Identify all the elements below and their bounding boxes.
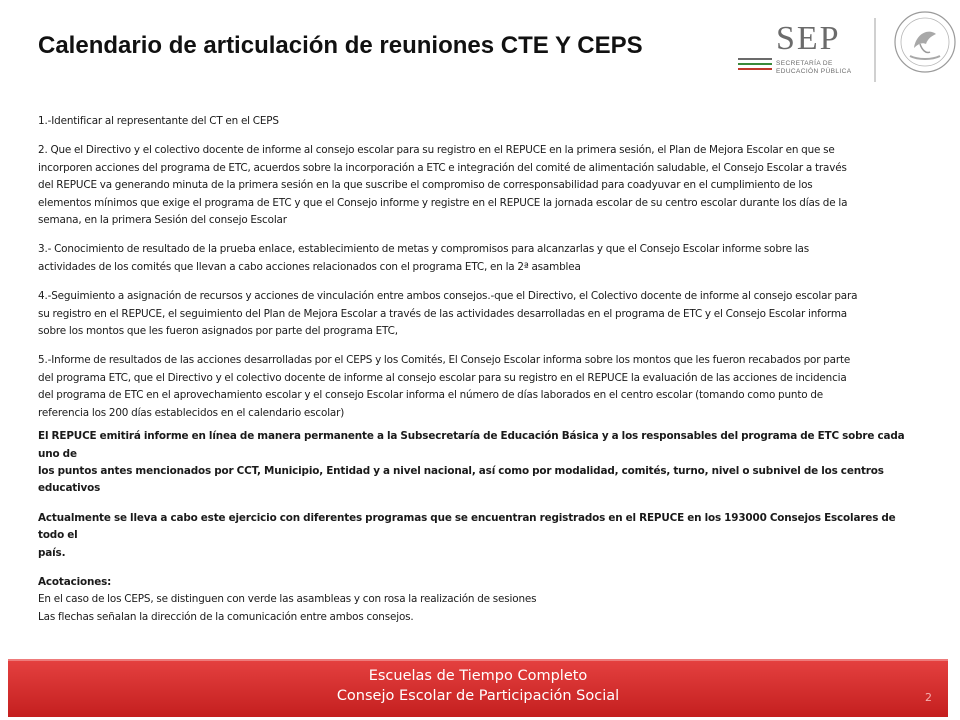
page-title: Calendario de articulación de reuniones CTE Y CEPS <box>38 32 643 59</box>
repuce-statement-line: El REPUCE emitirá informe en línea de manera permanente a la Subsecretaría de Educación Básica y a los responsables del programa de ETC sobre cada uno de <box>38 430 905 460</box>
item-4-line: sobre los montos que les fueron asignados por parte del programa ETC, <box>38 325 398 338</box>
item-2-line: elementos mínimos que exige el programa de ETC y que el Consejo informe y registre en el REPUCE la jornada escolar de su centro escolar durante los días de la <box>38 196 848 209</box>
item-5-line: del programa ETC, que el Directivo y el colectivo docente de informe al consejo escolar para su registro en el REPUCE la evaluación de las acciones de incidencia <box>38 371 847 384</box>
content-area <box>38 113 922 626</box>
item-4-line: su registro en el REPUCE, el seguimiento del Plan de Mejora Escolar a través de las actividades desarrolladas en el programa de ETC y el Consejo Escolar informa <box>38 307 848 320</box>
national-seal-icon <box>892 4 958 86</box>
item-2-line: semana, en la primera Sesión del consejo Escolar <box>38 214 287 227</box>
footer-line-2: Consejo Escolar de Participación Social <box>336 688 620 704</box>
repuce-statement-line: educativos <box>38 482 101 495</box>
logo-subtitle: SECRETARÍA DE EDUCACIÓN PÚBLICA <box>776 60 852 75</box>
item-2-line: incorporen acciones del programa de ETC, acuerdos sobre la incorporación a ETC e integración del comité de alimentación saludable, el Consejo Escolar a través <box>38 161 847 174</box>
item-5-line: referencia los 200 días establecidos en el calendario escolar) <box>38 406 345 419</box>
item-2-line: 2. Que el Directivo y el colectivo docente de informe al consejo escolar para su registro en el REPUCE en la primera sesión, el Plan de Mejora Escolar en que se <box>38 144 835 157</box>
logo-lines <box>738 58 772 73</box>
item-3-line: actividades de los comités que llevan a cabo acciones relacionados con el programa ETC, en la 2ª asamblea <box>38 260 581 273</box>
item-2-line: del REPUCE va generando minuta de la primera sesión en la que suscribe el compromiso de corresponsabilidad para coadyuvar en el cumplimiento de los <box>38 179 813 192</box>
item-4-line: 4.-Seguimiento a asignación de recursos y acciones de vinculación entre ambos consejos.-que el Directivo, el Colectivo docente de informe al consejo escolar para <box>38 290 858 303</box>
sep-logo <box>738 20 870 82</box>
item-5-line: 5.-Informe de resultados de las acciones desarrolladas por el CEPS y los Comités, El Consejo Escolar informa sobre los montos que les fueron recabados por parte <box>38 354 851 367</box>
notes-title: Acotaciones: <box>38 575 112 588</box>
footer-banner <box>8 659 948 717</box>
current-exercise-line: Actualmente se lleva a cabo este ejercicio con diferentes programas que se encuentran registrados en el REPUCE en los 193000 Consejos Escolares de todo el <box>38 511 896 542</box>
header-divider <box>874 18 876 82</box>
item-1: 1.-Identificar al representante del CT en el CEPS <box>38 115 279 127</box>
page-number: 2 <box>925 691 932 704</box>
item-5-line: del programa de ETC en el aprovechamiento escolar y el consejo Escolar informa el número de días laborados en el centro escolar (tomando como punto de <box>38 389 824 402</box>
footer-line-1: Escuelas de Tiempo Completo <box>368 668 588 684</box>
note-item: En el caso de los CEPS, se distinguen con verde las asambleas y con rosa la realización de sesiones <box>38 593 537 606</box>
item-3-line: 3.- Conocimiento de resultado de la prueba enlace, establecimiento de metas y compromisos para alcanzarlas y que el Consejo Escolar informe sobre las <box>38 243 810 256</box>
repuce-statement-line: los puntos antes mencionados por CCT, Municipio, Entidad y a nivel nacional, así como por modalidad, comités, turno, nivel o subnivel de los centros <box>38 464 884 477</box>
logo-text: SEP <box>776 20 841 57</box>
current-exercise-line: país. <box>38 546 66 559</box>
note-item: Las flechas señalan la dirección de la comunicación entre ambos consejos. <box>38 610 414 623</box>
